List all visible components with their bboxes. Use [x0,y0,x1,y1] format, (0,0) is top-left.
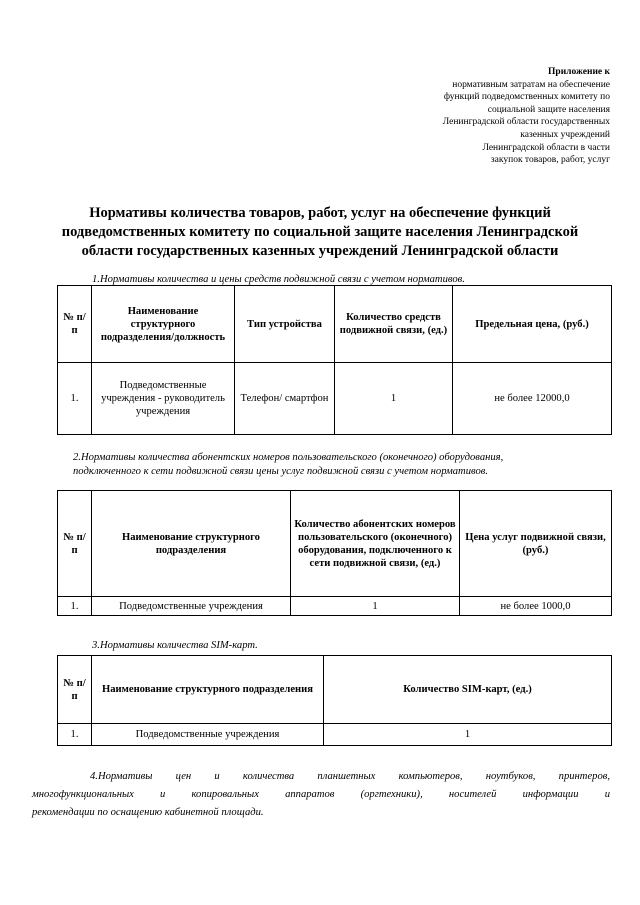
section2-table [57,490,612,616]
section2-caption [73,451,613,479]
section1-caption: 1.Нормативы количества и цены средств подвижной связи с учетом нормативов. [92,274,465,285]
table-cell: Подведомственные учреждения [92,724,324,746]
appendix-line: социальной защите населения [487,104,610,115]
appendix-line: Ленинградской области государственных [442,117,610,128]
header-cell: Количество SIM-карт, (ед.) [324,656,612,724]
header-cell: № п/п [58,286,92,363]
appendix-line: закупок товаров, работ, услуг [490,155,610,166]
table-cell: 1 [291,597,460,616]
table-header-row [58,656,612,724]
appendix-title: Приложение к [548,67,610,77]
section2-caption-line: 2.Нормативы количества абонентских номеров пользовательского (оконечного) оборудования, [73,452,504,463]
header-cell: Цена услуг подвижной связи, (руб.) [460,491,612,597]
table-cell: Телефон/ смартфон [235,363,335,435]
table-header-row [58,491,612,597]
table-cell: 1. [58,597,92,616]
header-cell: Наименование структурного подразделения [92,491,291,597]
document-title-line: подведомственных комитету по социальной защите населения Ленинградской [61,224,579,240]
header-cell: Количество абонентских номеров пользовательского (оконечного) оборудования, подключенного к сети подвижной связи, (ед.) [291,491,460,597]
header-cell: Тип устройства [235,286,335,363]
appendix-line: нормативным затратам на обеспечение [452,79,610,90]
table-cell: Подведомственные учреждения [92,597,291,616]
appendix-line: Ленинградской области в части [482,142,610,153]
header-cell: Предельная цена, (руб.) [453,286,612,363]
appendix-line: казенных учреждений [520,129,610,140]
table-cell: 1 [335,363,453,435]
section4-paragraph [32,768,610,822]
document-title-line: области государственных казенных учреждений Ленинградской области [81,243,559,259]
appendix-note [380,66,610,167]
section3-caption: 3.Нормативы количества SIM-карт. [92,640,258,651]
section2-caption-line: подключенного к сети подвижной связи цены услуг подвижной связи с учетом нормативов. [73,466,489,477]
header-cell: Наименование структурного подразделения [92,656,324,724]
table-row [58,724,612,746]
header-cell: № п/п [58,656,92,724]
table-row [58,363,612,435]
table-cell: не более 1000,0 [460,597,612,616]
table-row [58,597,612,616]
table-cell: не более 12000,0 [453,363,612,435]
header-cell: Количество средств подвижной связи, (ед.) [335,286,453,363]
document-title [40,204,600,261]
section4-line: 4.Нормативы цен и количества планшетных компьютеров, ноутбуков, принтеров, [90,771,610,782]
section1-table [57,285,612,435]
section3-table [57,655,612,746]
table-header-row [58,286,612,363]
table-cell: 1. [58,724,92,746]
document-title-line: Нормативы количества товаров, работ, услуг на обеспечение функций [89,205,551,221]
table-cell: Подведомственные учреждения - руководитель учреждения [92,363,235,435]
table-cell: 1 [324,724,612,746]
appendix-line: функций подведомственных комитету по [443,92,610,103]
table-cell: 1. [58,363,92,435]
header-cell: Наименование структурного подразделения/должность [92,286,235,363]
section4-line: многофункциональных и копировальных аппаратов (оргтехники), носителей информации и [32,789,610,800]
header-cell: № п/п [58,491,92,597]
section4-line: рекомендации по оснащению кабинетной площади. [32,807,264,818]
